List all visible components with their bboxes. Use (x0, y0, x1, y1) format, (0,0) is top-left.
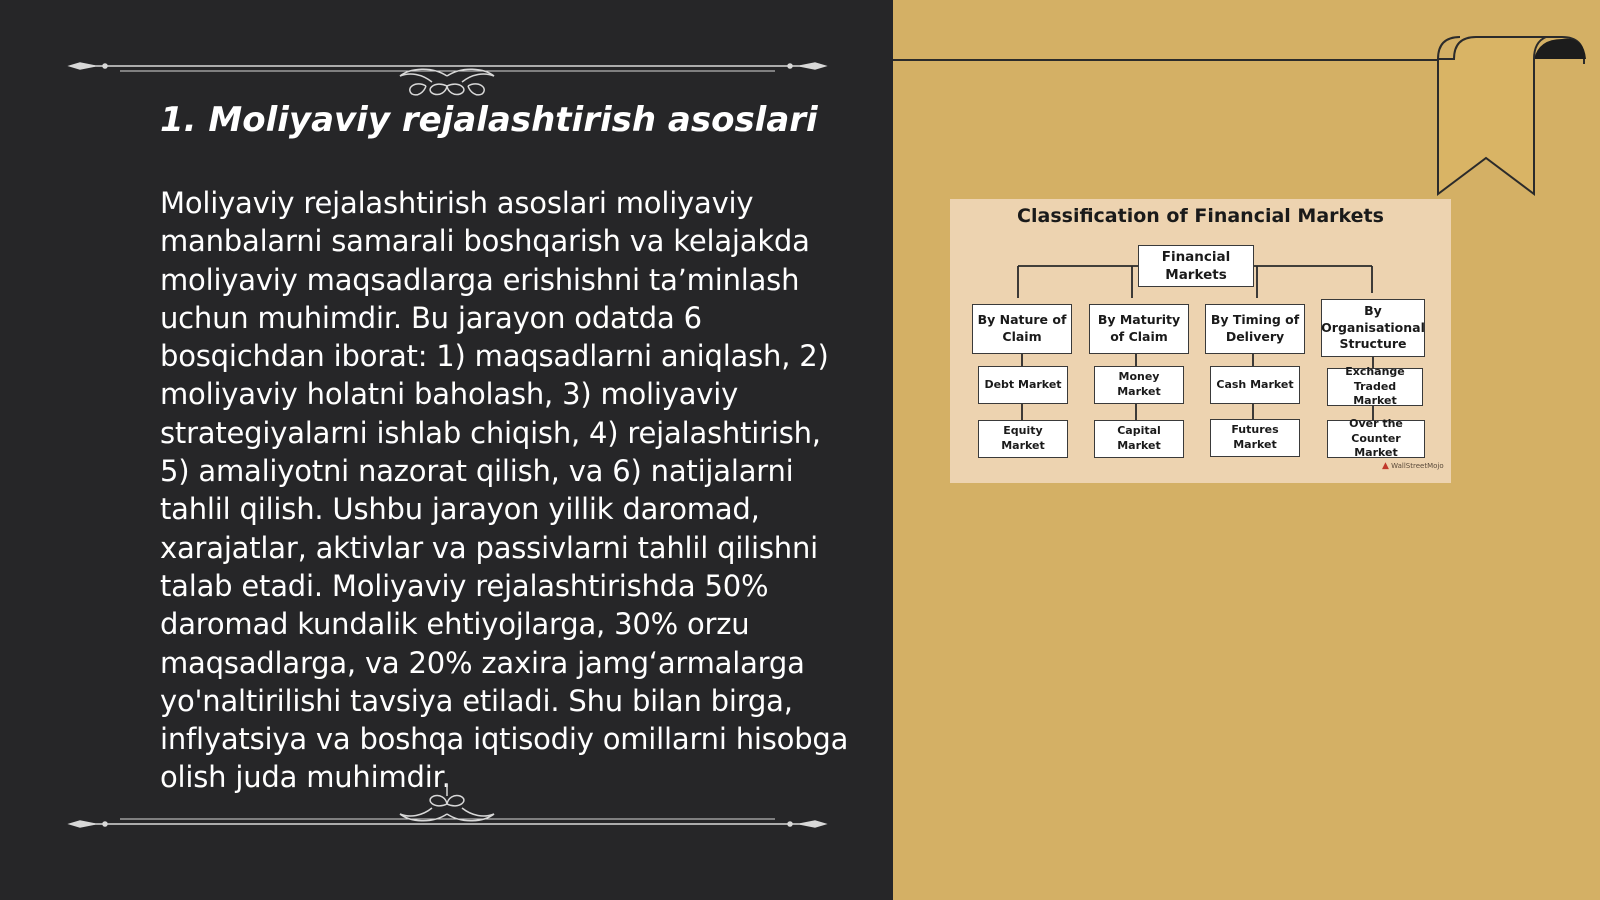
node-by-maturity-of-claim: By Maturity of Claim (1089, 304, 1189, 354)
node-by-nature-of-claim: By Nature of Claim (972, 304, 1072, 354)
slide-body-text: Moliyaviy rejalashtirish asoslari moliyaviy manbalarni samarali boshqarish va kelajakda moliyaviy maqsadlarga erishishni ta’minlash uchun muhimdir. Bu jarayon odatda 6 bosqichdan iborat: 1) maqsadlarni aniqlash, 2) moliyaviy holatni baholash, 3) moliyaviy strategiyalarni ishlab chiqish, 4) rejalashtirish, 5) amaliyotni nazorat qilish, va 6) natijalarni tahlil qilish. Ushbu jarayon yillik daromad, xarajatlar, aktivlar va passivlarni tahlil qilishni talab etadi. Moliyaviy rejalashtirishda 50% daromad kundalik ehtiyojlarga, 30% orzu maqsadlarga, va 20% zaxira jamg‘armalarga yo'naltirilishi tavsiya etiladi. Shu bilan birga, inflyatsiya va boshqa iqtisodiy omillarni hisobga olish juda muhimdir. (160, 186, 849, 795)
ornament-divider-top (60, 36, 835, 96)
watermark-text: WallStreetMojo (1391, 462, 1444, 470)
node-money-market: Money Market (1094, 366, 1184, 404)
node-capital-market: Capital Market (1094, 420, 1184, 458)
bookmark-ribbon-icon (1434, 34, 1600, 204)
slide-title: 1. Moliyaviy rejalashtirish asoslari (160, 100, 818, 140)
header-divider-line (893, 59, 1438, 61)
watermark (1382, 461, 1444, 471)
node-cash-market: Cash Market (1210, 366, 1300, 404)
node-exchange-traded-market: Exchange Traded Market (1327, 368, 1423, 406)
node-by-organisational-structure: By Organisational Structure (1321, 299, 1425, 357)
node-by-timing-of-delivery: By Timing of Delivery (1205, 304, 1305, 354)
node-equity-market: Equity Market (978, 420, 1068, 458)
logo-icon: ▲ (1382, 461, 1389, 471)
node-financial-markets: Financial Markets (1138, 245, 1254, 287)
diagram-title: Classification of Financial Markets (1017, 205, 1384, 227)
node-futures-market: Futures Market (1210, 419, 1300, 457)
ornament-divider-bottom (60, 780, 835, 840)
node-over-the-counter-market: Over the Counter Market (1327, 420, 1425, 458)
node-debt-market: Debt Market (978, 366, 1068, 404)
financial-markets-diagram (950, 199, 1451, 483)
